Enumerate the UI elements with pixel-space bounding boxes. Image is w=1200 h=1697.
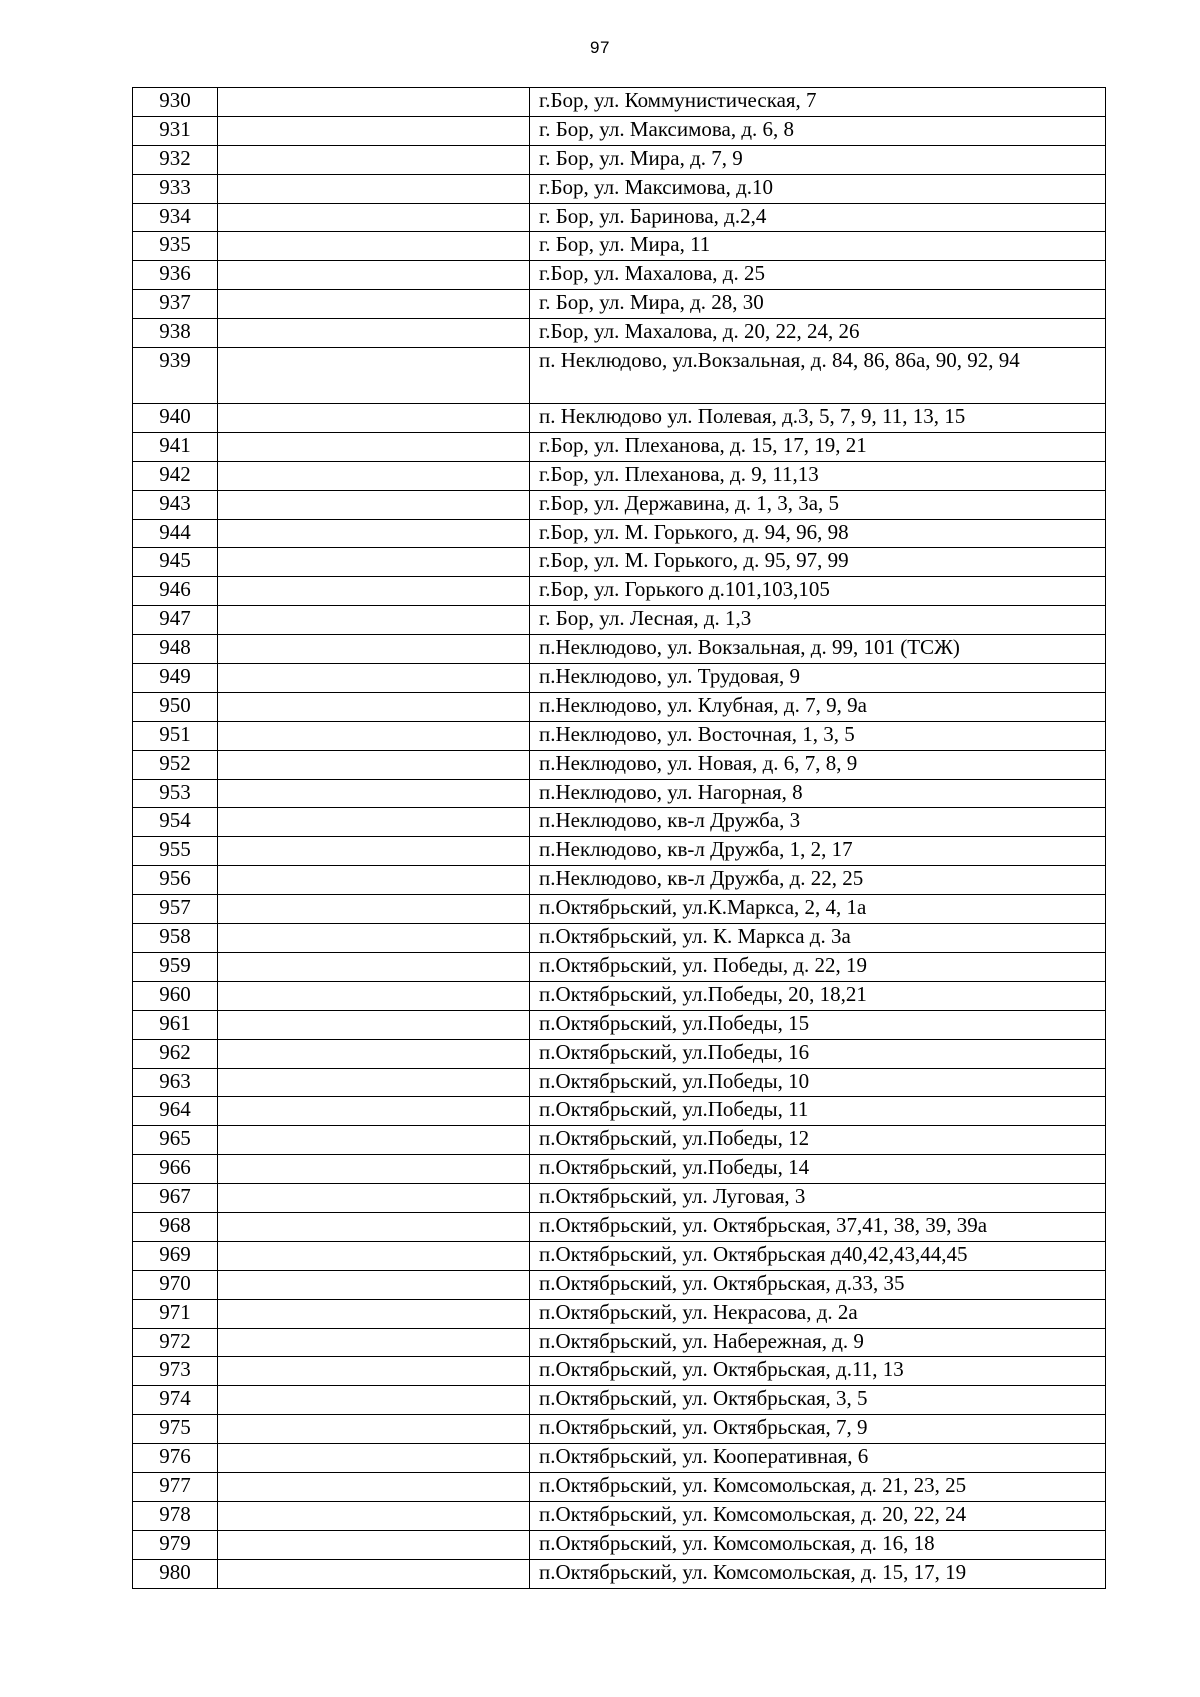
table-row <box>133 232 1106 261</box>
table-row <box>133 490 1106 519</box>
empty-cell <box>218 1501 530 1530</box>
row-number: 958 <box>133 924 218 953</box>
table-row <box>133 721 1106 750</box>
row-address: г.Бор, ул. Коммунистическая, 7 <box>530 88 1106 117</box>
table-row <box>133 895 1106 924</box>
table-row <box>133 432 1106 461</box>
table-row <box>133 1184 1106 1213</box>
table-row <box>133 319 1106 348</box>
row-address: п.Октябрьский, ул.Победы, 10 <box>530 1068 1106 1097</box>
row-number: 939 <box>133 348 218 404</box>
table-row <box>133 837 1106 866</box>
empty-cell <box>218 116 530 145</box>
empty-cell <box>218 1097 530 1126</box>
row-number: 980 <box>133 1559 218 1588</box>
row-number: 974 <box>133 1386 218 1415</box>
row-address: п. Неклюдово ул. Полевая, д.3, 5, 7, 9, 11, 13, 15 <box>530 404 1106 433</box>
table-row <box>133 261 1106 290</box>
row-address: п.Октябрьский, ул. Комсомольская, д. 16, 18 <box>530 1530 1106 1559</box>
row-address: г.Бор, ул. Горького д.101,103,105 <box>530 577 1106 606</box>
empty-cell <box>218 1328 530 1357</box>
table-row <box>133 924 1106 953</box>
table-row <box>133 1530 1106 1559</box>
empty-cell <box>218 750 530 779</box>
row-address: п.Октябрьский, ул.Победы, 12 <box>530 1126 1106 1155</box>
row-number: 964 <box>133 1097 218 1126</box>
row-address: п.Октябрьский, ул. Октябрьская, 3, 5 <box>530 1386 1106 1415</box>
row-address: п.Неклюдово, ул. Клубная, д. 7, 9, 9а <box>530 692 1106 721</box>
empty-cell <box>218 606 530 635</box>
empty-cell <box>218 1415 530 1444</box>
row-address: п.Октябрьский, ул.Победы, 11 <box>530 1097 1106 1126</box>
row-number: 976 <box>133 1444 218 1473</box>
empty-cell <box>218 1010 530 1039</box>
empty-cell <box>218 1299 530 1328</box>
row-address: п.Октябрьский, ул.Победы, 14 <box>530 1155 1106 1184</box>
table-row <box>133 952 1106 981</box>
empty-cell <box>218 981 530 1010</box>
row-address: п.Октябрьский, ул.Победы, 15 <box>530 1010 1106 1039</box>
row-number: 930 <box>133 88 218 117</box>
row-address: п.Октябрьский, ул. Луговая, 3 <box>530 1184 1106 1213</box>
empty-cell <box>218 1444 530 1473</box>
row-address: п.Неклюдово, ул. Нагорная, 8 <box>530 779 1106 808</box>
row-number: 965 <box>133 1126 218 1155</box>
row-number: 972 <box>133 1328 218 1357</box>
table-row <box>133 1328 1106 1357</box>
row-number: 944 <box>133 519 218 548</box>
row-address: г. Бор, ул. Лесная, д. 1,3 <box>530 606 1106 635</box>
table-row <box>133 664 1106 693</box>
empty-cell <box>218 461 530 490</box>
empty-cell <box>218 1530 530 1559</box>
table-row <box>133 808 1106 837</box>
row-number: 950 <box>133 692 218 721</box>
row-address: г.Бор, ул. Плеханова, д. 15, 17, 19, 21 <box>530 432 1106 461</box>
row-number: 962 <box>133 1039 218 1068</box>
empty-cell <box>218 721 530 750</box>
table-row <box>133 461 1106 490</box>
row-number: 942 <box>133 461 218 490</box>
row-address: п.Октябрьский, ул. Кооперативная, 6 <box>530 1444 1106 1473</box>
row-number: 977 <box>133 1472 218 1501</box>
row-address: п.Октябрьский, ул. Октябрьская, 37,41, 38, 39, 39а <box>530 1212 1106 1241</box>
empty-cell <box>218 1068 530 1097</box>
empty-cell <box>218 174 530 203</box>
row-address: г.Бор, ул. Плеханова, д. 9, 11,13 <box>530 461 1106 490</box>
row-number: 970 <box>133 1270 218 1299</box>
table-row <box>133 606 1106 635</box>
row-number: 975 <box>133 1415 218 1444</box>
table-row <box>133 1299 1106 1328</box>
table-row <box>133 1415 1106 1444</box>
row-number: 979 <box>133 1530 218 1559</box>
table-row <box>133 750 1106 779</box>
empty-cell <box>218 692 530 721</box>
row-number: 955 <box>133 837 218 866</box>
empty-cell <box>218 837 530 866</box>
empty-cell <box>218 1386 530 1415</box>
empty-cell <box>218 1472 530 1501</box>
row-address: г. Бор, ул. Мира, 11 <box>530 232 1106 261</box>
table-row <box>133 866 1106 895</box>
row-number: 978 <box>133 1501 218 1530</box>
row-number: 938 <box>133 319 218 348</box>
empty-cell <box>218 1039 530 1068</box>
table-row <box>133 548 1106 577</box>
row-address: п.Неклюдово, кв-л Дружба, д. 22, 25 <box>530 866 1106 895</box>
row-address: п.Октябрьский, ул. Октябрьская, д.11, 13 <box>530 1357 1106 1386</box>
empty-cell <box>218 203 530 232</box>
row-number: 957 <box>133 895 218 924</box>
empty-cell <box>218 88 530 117</box>
row-address: г.Бор, ул. Махалова, д. 20, 22, 24, 26 <box>530 319 1106 348</box>
row-address: п.Октябрьский, ул. Комсомольская, д. 20, 22, 24 <box>530 1501 1106 1530</box>
address-table-body <box>133 88 1106 1589</box>
row-address: п.Неклюдово, кв-л Дружба, 3 <box>530 808 1106 837</box>
row-number: 943 <box>133 490 218 519</box>
row-address: п. Неклюдово, ул.Вокзальная, д. 84, 86, 86а, 90, 92, 94 <box>530 348 1106 404</box>
row-number: 961 <box>133 1010 218 1039</box>
empty-cell <box>218 808 530 837</box>
row-number: 960 <box>133 981 218 1010</box>
row-address: п.Октябрьский, ул.К.Маркса, 2, 4, 1а <box>530 895 1106 924</box>
row-number: 968 <box>133 1212 218 1241</box>
empty-cell <box>218 490 530 519</box>
row-address: г. Бор, ул. Баринова, д.2,4 <box>530 203 1106 232</box>
row-address: п.Октябрьский, ул. Октябрьская, д.33, 35 <box>530 1270 1106 1299</box>
table-row <box>133 1357 1106 1386</box>
row-address: п.Неклюдово, кв-л Дружба, 1, 2, 17 <box>530 837 1106 866</box>
table-row <box>133 348 1106 404</box>
empty-cell <box>218 1126 530 1155</box>
empty-cell <box>218 1212 530 1241</box>
row-address: г. Бор, ул. Максимова, д. 6, 8 <box>530 116 1106 145</box>
row-number: 948 <box>133 635 218 664</box>
table-row <box>133 290 1106 319</box>
row-number: 967 <box>133 1184 218 1213</box>
row-address: г. Бор, ул. Мира, д. 7, 9 <box>530 145 1106 174</box>
empty-cell <box>218 290 530 319</box>
row-number: 932 <box>133 145 218 174</box>
row-number: 931 <box>133 116 218 145</box>
row-address: п.Октябрьский, ул. Победы, д. 22, 19 <box>530 952 1106 981</box>
empty-cell <box>218 548 530 577</box>
row-address: п.Неклюдово, ул. Трудовая, 9 <box>530 664 1106 693</box>
row-address: п.Октябрьский, ул.Победы, 16 <box>530 1039 1106 1068</box>
row-number: 954 <box>133 808 218 837</box>
row-number: 940 <box>133 404 218 433</box>
empty-cell <box>218 577 530 606</box>
row-number: 945 <box>133 548 218 577</box>
table-row <box>133 145 1106 174</box>
empty-cell <box>218 779 530 808</box>
empty-cell <box>218 145 530 174</box>
row-number: 966 <box>133 1155 218 1184</box>
row-number: 963 <box>133 1068 218 1097</box>
empty-cell <box>218 519 530 548</box>
address-table <box>132 87 1106 1589</box>
empty-cell <box>218 348 530 404</box>
empty-cell <box>218 952 530 981</box>
table-row <box>133 779 1106 808</box>
table-row <box>133 1212 1106 1241</box>
row-address: п.Октябрьский, ул. Набережная, д. 9 <box>530 1328 1106 1357</box>
empty-cell <box>218 924 530 953</box>
table-row <box>133 203 1106 232</box>
row-address: п.Октябрьский, ул. Комсомольская, д. 21, 23, 25 <box>530 1472 1106 1501</box>
table-row <box>133 1155 1106 1184</box>
row-number: 959 <box>133 952 218 981</box>
empty-cell <box>218 232 530 261</box>
table-row <box>133 174 1106 203</box>
row-address: г.Бор, ул. Махалова, д. 25 <box>530 261 1106 290</box>
empty-cell <box>218 895 530 924</box>
empty-cell <box>218 1155 530 1184</box>
row-number: 956 <box>133 866 218 895</box>
row-address: п.Октябрьский, ул. К. Маркса д. 3а <box>530 924 1106 953</box>
table-row <box>133 1386 1106 1415</box>
empty-cell <box>218 432 530 461</box>
table-row <box>133 1270 1106 1299</box>
row-address: г.Бор, ул. М. Горького, д. 94, 96, 98 <box>530 519 1106 548</box>
row-number: 941 <box>133 432 218 461</box>
empty-cell <box>218 404 530 433</box>
row-number: 935 <box>133 232 218 261</box>
table-row <box>133 1241 1106 1270</box>
empty-cell <box>218 1241 530 1270</box>
table-row <box>133 116 1106 145</box>
row-address: п.Неклюдово, ул. Восточная, 1, 3, 5 <box>530 721 1106 750</box>
table-row <box>133 1097 1106 1126</box>
table-row <box>133 1068 1106 1097</box>
row-number: 947 <box>133 606 218 635</box>
empty-cell <box>218 1184 530 1213</box>
row-address: п.Неклюдово, ул. Вокзальная, д. 99, 101 (ТСЖ) <box>530 635 1106 664</box>
table-row <box>133 1501 1106 1530</box>
row-address: п.Октябрьский, ул. Октябрьская д40,42,43,44,45 <box>530 1241 1106 1270</box>
table-row <box>133 1444 1106 1473</box>
table-row <box>133 88 1106 117</box>
empty-cell <box>218 319 530 348</box>
row-number: 933 <box>133 174 218 203</box>
table-row <box>133 519 1106 548</box>
row-address: г. Бор, ул. Мира, д. 28, 30 <box>530 290 1106 319</box>
row-address: п.Октябрьский, ул. Октябрьская, 7, 9 <box>530 1415 1106 1444</box>
row-address: г.Бор, ул. М. Горького, д. 95, 97, 99 <box>530 548 1106 577</box>
row-number: 937 <box>133 290 218 319</box>
empty-cell <box>218 261 530 290</box>
table-row <box>133 1010 1106 1039</box>
row-address: п.Октябрьский, ул. Комсомольская, д. 15, 17, 19 <box>530 1559 1106 1588</box>
row-number: 973 <box>133 1357 218 1386</box>
table-row <box>133 1039 1106 1068</box>
row-number: 953 <box>133 779 218 808</box>
table-row <box>133 692 1106 721</box>
row-number: 971 <box>133 1299 218 1328</box>
row-number: 951 <box>133 721 218 750</box>
page-number: 97 <box>590 38 610 57</box>
empty-cell <box>218 635 530 664</box>
table-row <box>133 1559 1106 1588</box>
table-row <box>133 404 1106 433</box>
row-number: 949 <box>133 664 218 693</box>
table-row <box>133 577 1106 606</box>
row-address: п.Октябрьский, ул.Победы, 20, 18,21 <box>530 981 1106 1010</box>
row-number: 934 <box>133 203 218 232</box>
row-number: 952 <box>133 750 218 779</box>
table-row <box>133 635 1106 664</box>
row-address: п.Октябрьский, ул. Некрасова, д. 2а <box>530 1299 1106 1328</box>
table-row <box>133 981 1106 1010</box>
row-number: 936 <box>133 261 218 290</box>
table-row <box>133 1472 1106 1501</box>
empty-cell <box>218 1270 530 1299</box>
empty-cell <box>218 1559 530 1588</box>
empty-cell <box>218 866 530 895</box>
row-address: г.Бор, ул. Державина, д. 1, 3, 3а, 5 <box>530 490 1106 519</box>
row-address: п.Неклюдово, ул. Новая, д. 6, 7, 8, 9 <box>530 750 1106 779</box>
empty-cell <box>218 1357 530 1386</box>
row-number: 946 <box>133 577 218 606</box>
row-number: 969 <box>133 1241 218 1270</box>
empty-cell <box>218 664 530 693</box>
table-row <box>133 1126 1106 1155</box>
row-address: г.Бор, ул. Максимова, д.10 <box>530 174 1106 203</box>
